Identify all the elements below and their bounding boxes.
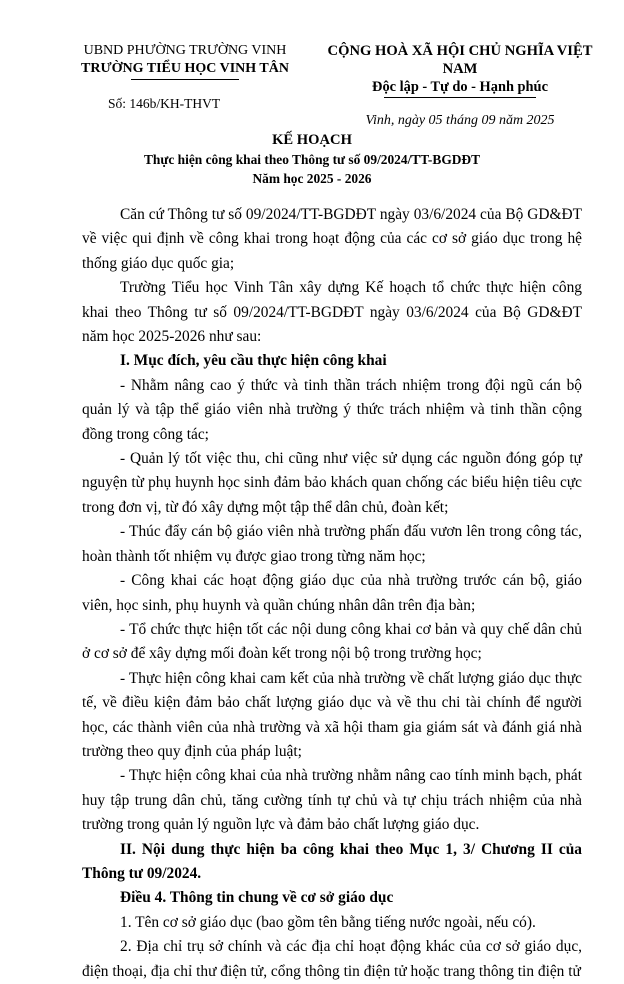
authority-name: UBND PHƯỜNG TRƯỜNG VINH	[83, 43, 287, 58]
body-paragraph: Căn cứ Thông tư số 09/2024/TT-BGDĐT ngày 03/6/2024 của Bộ GD&ĐT về việc qui định về công khai trong hoạt động của các cơ sở giáo dục trong hệ thống giáo dục quốc gia;	[82, 206, 582, 272]
national-motto	[310, 42, 610, 129]
body-paragraph: 1. Tên cơ sở giáo dục (bao gồm tên bằng tiếng nước ngoài, nếu có).	[120, 913, 536, 931]
body-paragraph: - Thúc đẩy cán bộ giáo viên nhà trường phấn đấu vươn lên trong công tác, hoàn thành tốt nhiệm vụ được giao trong từng năm học;	[82, 523, 582, 565]
body-paragraph: - Thực hiện công khai cam kết của nhà trường về chất lượng giáo dục thực tế, về điều kiện đảm bảo chất lượng giáo dục và về thu chi tài chính để người học, các thành viên của nhà trường và xã hội tham gia giám sát và đánh giá nhà trường theo quy định của pháp luật;	[82, 669, 582, 760]
document-number: Số: 146b/KH-THVT	[108, 96, 221, 111]
body-paragraph: - Tổ chức thực hiện tốt các nội dung công khai cơ bản và quy chế dân chủ ở cơ sở để xây dựng mối đoàn kết trong nội bộ trong trường học;	[82, 620, 582, 663]
section-heading: I. Mục đích, yêu cầu thực hiện công khai	[120, 352, 387, 370]
section-heading: II. Nội dung thực hiện ba công khai theo Mục 1, 3/ Chương II của Thông tư 09/2024.	[82, 840, 582, 882]
document-date: Vinh, ngày 05 tháng 09 năm 2025	[365, 113, 555, 128]
motto: Độc lập - Tự do - Hạnh phúc	[372, 79, 548, 95]
document-title	[0, 131, 624, 188]
document-body	[82, 203, 582, 984]
issuing-authority	[70, 42, 300, 112]
title-subject: Thực hiện công khai theo Thông tư số 09/2024/TT-BGDĐT	[143, 152, 481, 167]
body-paragraph: - Công khai các hoạt động giáo dục của nhà trường trước cán bộ, giáo viên, học sinh, phụ huynh và quần chúng nhân dân trên địa bàn;	[82, 572, 582, 614]
body-paragraph: - Quản lý tốt việc thu, chi cũng như việc sử dụng các nguồn đóng góp tự nguyện từ phụ huynh học sinh đảm bảo khách quan chống các biểu hiện tiêu cực trong đơn vị, từ đó xây dựng một tập thể dân chủ, đoàn kết;	[82, 450, 582, 516]
body-paragraph: 2. Địa chỉ trụ sở chính và các địa chỉ hoạt động khác của cơ sở giáo dục, điện thoại, địa chỉ thư điện tử, cổng thông tin điện tử hoặc trang thông tin điện tử	[82, 938, 582, 980]
title-main: KẾ HOẠCH	[272, 132, 352, 148]
country-name: CỘNG HOÀ XÃ HỘI CHỦ NGHĨA VIỆT NAM	[327, 43, 593, 77]
body-paragraph: - Thực hiện công khai của nhà trường nhằm nâng cao tính minh bạch, phát huy tập trung dân chủ, tăng cường tính tự chủ và tự chịu trách nhiệm của nhà trường trong quản lý nguồn lực và đảm bảo chất lượng giáo dục.	[82, 767, 582, 834]
body-paragraph: - Nhằm nâng cao ý thức và tinh thần trách nhiệm trong đội ngũ cán bộ quản lý và tập thể giáo viên nhà trường ý thức trách nhiệm và tinh thần cộng đồng trong công tác;	[82, 376, 582, 443]
school-name: TRƯỜNG TIỂU HỌC VINH TÂN	[81, 61, 289, 76]
section-heading: Điều 4. Thông tin chung về cơ sở giáo dục	[120, 889, 394, 907]
body-paragraph: Trường Tiểu học Vinh Tân xây dựng Kế hoạch tổ chức thực hiện công khai theo Thông tư số 09/2024/TT-BGDĐT ngày 03/6/2024 của Bộ GD&ĐT năm học 2025-2026 như sau:	[82, 279, 582, 346]
title-school-year: Năm học 2025 - 2026	[252, 171, 372, 186]
school-name-underline	[131, 79, 239, 80]
motto-underline	[384, 97, 536, 98]
